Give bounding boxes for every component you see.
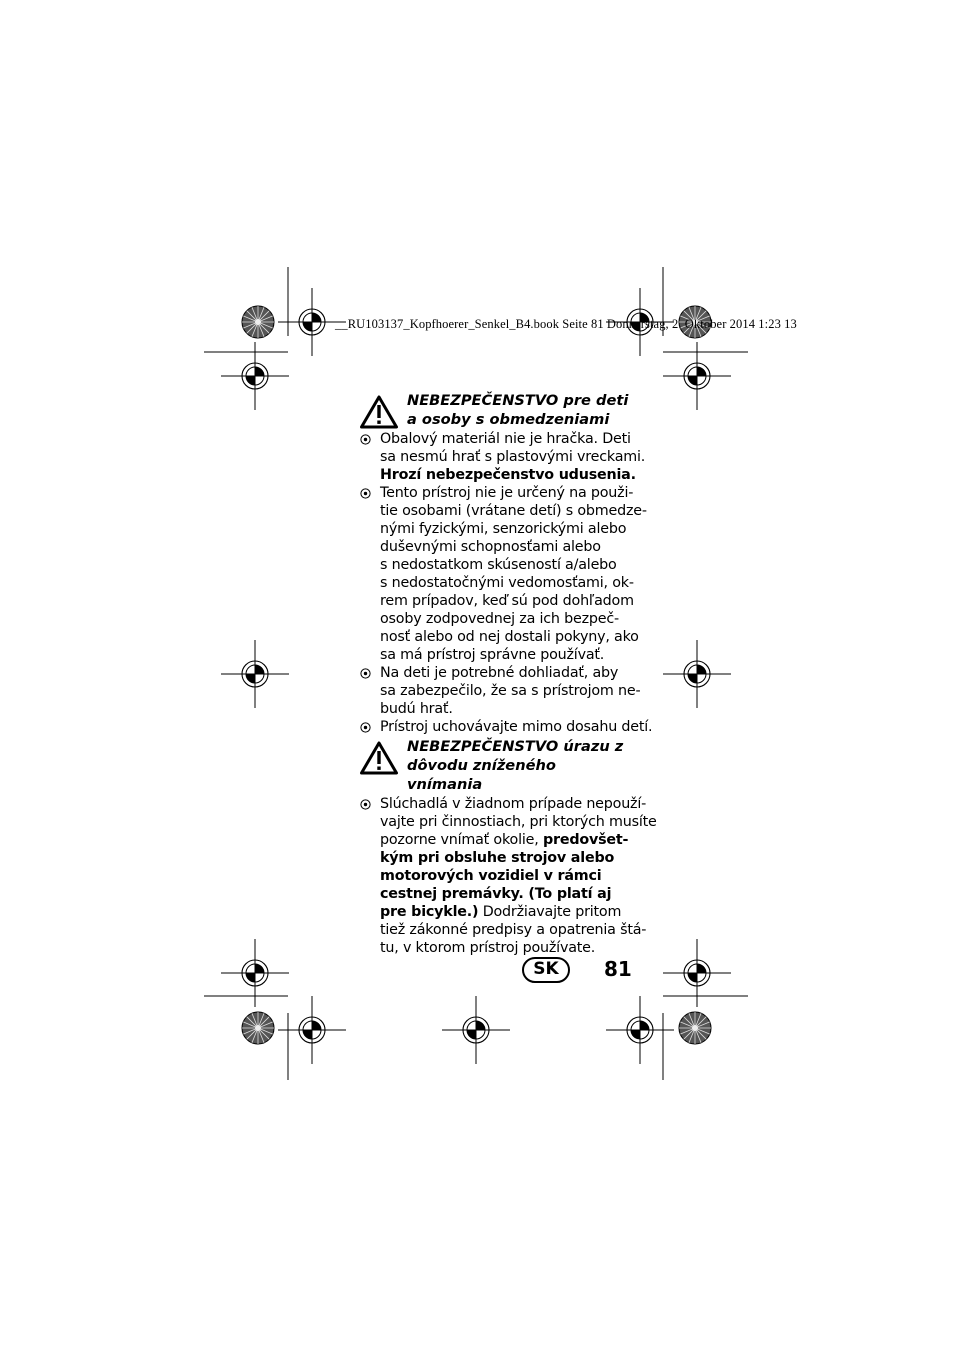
warning-heading-children	[360, 391, 632, 429]
text-line	[380, 831, 632, 849]
page-footer	[522, 955, 642, 985]
text-line	[380, 484, 632, 502]
text-line	[380, 700, 632, 718]
warning-title: NEBEZPEČENSTVO úrazu z dôvodu zníženého vnímania	[407, 738, 624, 793]
bullet-list	[360, 430, 653, 736]
text-run: nosť alebo od nej dostali pokyny, ako	[380, 629, 639, 645]
text-line	[380, 448, 646, 466]
list-item	[360, 664, 641, 718]
bold-text: cestnej premávky. (To platí aj	[380, 886, 612, 902]
text-run: sa nesmú hrať s plastovými vreckami.	[380, 449, 646, 465]
list-item	[360, 718, 653, 736]
text-run: Slúchadlá v žiadnom prípade nepouží-	[380, 796, 647, 812]
language-badge: SK	[522, 957, 570, 983]
text-line	[380, 502, 647, 520]
warning-heading-perception	[360, 737, 632, 794]
text-line	[380, 556, 632, 574]
safety-content	[360, 391, 657, 958]
text-run: tu, v ktorom prístroj používate.	[380, 940, 596, 956]
bullet-list	[360, 795, 657, 957]
text-run: tiež zákonné predpisy a opatrenia štá-	[380, 922, 647, 938]
text-run: nými fyzickými, senzorickými alebo	[380, 521, 627, 537]
bold-text: predovšet-	[542, 832, 629, 848]
text-line	[380, 610, 632, 628]
text-run: Dodržiavajte pritom	[478, 904, 622, 920]
bullet-circle-icon	[360, 799, 371, 810]
text-run: vajte pri činnostiach, pri ktorých musíte	[380, 814, 657, 830]
top-crop-lines	[204, 267, 748, 352]
text-run: Tento prístroj nie je určený na použi-	[380, 485, 634, 501]
warning-triangle-icon	[360, 395, 398, 429]
text-run: osoby zodpovednej za ich bezpeč-	[380, 611, 619, 627]
list-item	[360, 795, 657, 957]
warning-triangle-icon	[360, 741, 398, 775]
text-run: rem prípadov, keď sú pod dohľadom	[380, 593, 634, 609]
text-line	[380, 538, 632, 556]
bold-text: kým pri obsluhe strojov alebo	[380, 850, 615, 866]
list-item	[360, 484, 647, 664]
warning-title: NEBEZPEČENSTVO pre deti a osoby s obmedzeniami	[407, 392, 629, 428]
text-line	[380, 592, 632, 610]
text-run: sa zabezpečilo, že sa s prístrojom ne-	[380, 683, 641, 699]
bold-text: Hrozí nebezpečenstvo udusenia.	[380, 467, 636, 483]
text-line	[380, 628, 639, 646]
text-run: Na deti je potrebné dohliadať, aby	[380, 665, 619, 681]
text-line	[380, 813, 657, 831]
bold-text: motorových vozidiel v rámci	[380, 868, 602, 884]
text-line	[380, 664, 632, 682]
text-run: Obalový materiál nie je hračka. Deti	[380, 431, 631, 447]
list-item	[360, 430, 646, 484]
text-run: pozorne vnímať okolie,	[380, 832, 543, 848]
text-line	[380, 430, 632, 448]
text-run: s nedostatkom skúseností a/alebo	[380, 557, 617, 573]
text-run: duševnými schopnosťami alebo	[380, 539, 601, 555]
text-line	[380, 646, 632, 664]
bullet-circle-icon	[360, 488, 371, 499]
text-line	[380, 795, 647, 813]
text-line	[380, 682, 641, 700]
text-run: Prístroj uchovávajte mimo dosahu detí.	[380, 719, 653, 735]
text-line	[380, 903, 632, 921]
bold-text: pre bicykle.)	[380, 904, 479, 920]
text-run: budú hrať.	[380, 701, 453, 717]
bullet-circle-icon	[360, 434, 371, 445]
bullet-circle-icon	[360, 722, 371, 733]
text-line	[380, 718, 653, 736]
text-line	[380, 574, 632, 592]
text-line	[380, 849, 632, 867]
text-run: sa má prístroj správne používať.	[380, 647, 605, 663]
text-line	[380, 885, 632, 903]
text-line	[380, 867, 632, 885]
text-run: s nedostatočnými vedomosťami, ok-	[380, 575, 634, 591]
print-header-slug: __RU103137_Kopfhoerer_Senkel_B4.book Seite 81 Donnerstag, 2. Oktober 2014 1:23 13	[335, 317, 797, 331]
text-line	[380, 520, 632, 538]
bullet-circle-icon	[360, 668, 371, 679]
page-number: 81	[604, 957, 632, 981]
text-line	[380, 466, 636, 484]
text-run: tie osobami (vrátane detí) s obmedze-	[380, 503, 647, 519]
text-line	[380, 921, 647, 939]
